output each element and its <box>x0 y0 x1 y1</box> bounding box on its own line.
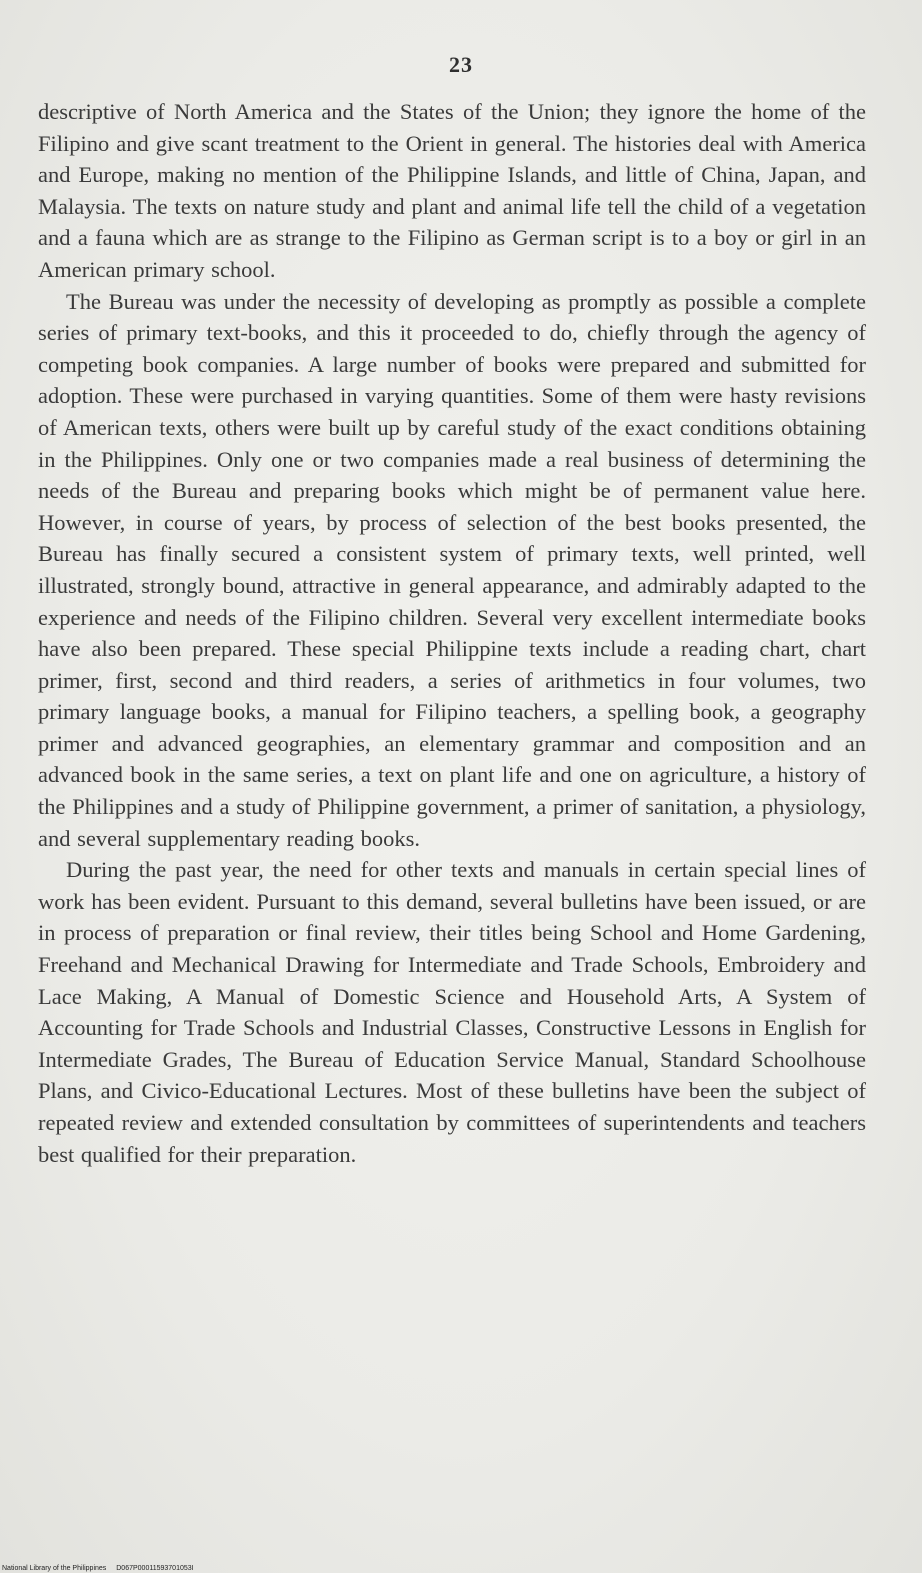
paragraph-3: During the past year, the need for other texts and manuals in certain special lines of work has been evident. Pursuant to this demand, several bulletins have been issued, or are in process of preparation or final review, their titles being School and Home Gardening, Freehand and Mechanical Drawing for Intermediate and Trade Schools, Embroidery and Lace Making, A Manual of Domestic Science and Household Arts, A System of Accounting for Trade Schools and Industrial Classes, Constructive Lessons in English for Intermediate Grades, The Bureau of Education Service Manual, Standard Schoolhouse Plans, and Civico-Educational Lectures. Most of these bulletins have been the subject of repeated review and extended consultation by committees of superintendents and teachers best qualified for their preparation. <box>38 857 866 1167</box>
paragraph-2: The Bureau was under the necessity of developing as promptly as possible a complete series of primary text-books, and this it proceeded to do, chiefly through the agency of competing book companies. A large number of books were prepared and submitted for adoption. These were purchased in varying quantities. Some of them were hasty revisions of American texts, others were built up by careful study of the exact conditions obtaining in the Philippines. Only one or two companies made a real business of determining the needs of the Bureau and preparing books which might be of permanent value here. However, in course of years, by process of selection of the best books presented, the Bureau has finally secured a consistent system of primary texts, well printed, well illustrated, strongly bound, attractive in general appearance, and admirably adapted to the experience and needs of the Filipino children. Several very excellent intermediate books have also been prepared. These special Philippine texts include a reading chart, chart primer, first, second and third readers, a series of arithmetics in four volumes, two primary language books, a manual for Filipino teachers, a spelling book, a geography primer and advanced geographies, an elementary grammar and composition and an advanced book in the same series, a text on plant life and one on agriculture, a history of the Philippines and a study of Philippine government, a primer of sanitation, a physiology, and several supplementary reading books. <box>38 288 866 851</box>
page-number: 23 <box>449 52 473 77</box>
body-text <box>38 96 866 1170</box>
footer-identifier: D067P00011593701053I <box>116 1565 194 1572</box>
scan-footer <box>2 1565 202 1572</box>
paragraph-1: descriptive of North America and the States of the Union; they ignore the home of the Filipino and give scant treatment to the Orient in general. The histories deal with America and Europe, making no mention of the Philippine Islands, and little of China, Japan, and Malaysia. The texts on nature study and plant and animal life tell the child of a vegetation and a fauna which are as strange to the Filipino as German script is to a boy or girl in an American primary school. <box>38 99 866 282</box>
footer-library: National Library of the Philippines <box>2 1565 107 1572</box>
